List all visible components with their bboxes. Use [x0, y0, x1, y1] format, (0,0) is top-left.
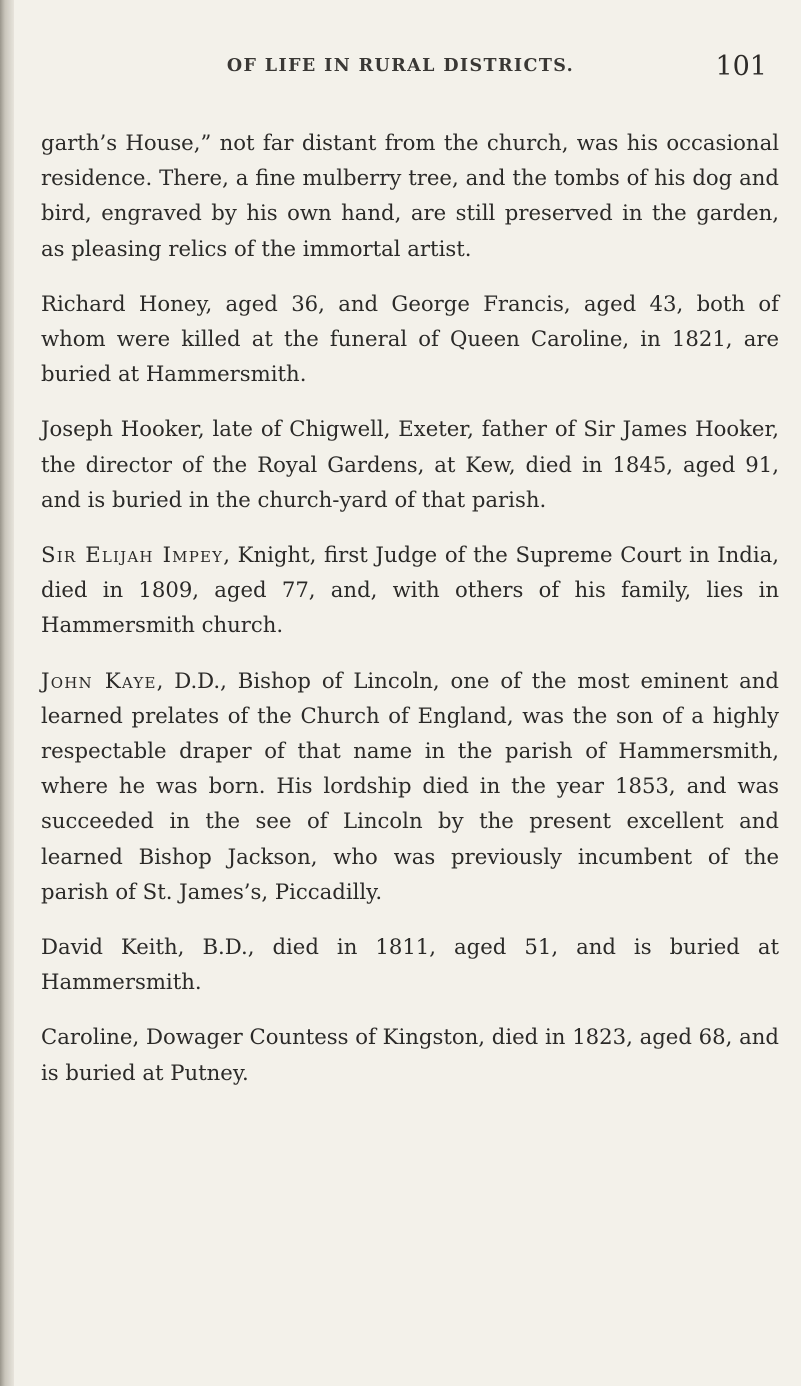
person-name: John Kaye	[41, 667, 157, 693]
page-number: 101	[715, 51, 767, 82]
page-header	[0, 51, 801, 90]
paragraph-body: , Knight, first Judge of the Supreme Court in India, died in 1809, aged 77, and, with others of his family, lies in Hammersmith church.	[41, 542, 779, 638]
paragraph-honey-francis: Richard Honey, aged 36, and George Francis, aged 43, both of whom were killed at the funeral of Queen Caroline, in 1821, are buried at Hammersmith.	[41, 290, 779, 387]
paragraph-body: , D.D., Bishop of Lincoln, one of the most eminent and learned prelates of the Church of England, was the son of a highly respectable draper of that name in the parish of Hammersmith, where he was born. His lordship died in the year 1853, and was succeeded in the see of Lincoln by the present excellent and learned Bishop Jackson, who was previously incumbent of the parish of St. James’s, Piccadilly.	[41, 667, 779, 904]
binding-gutter	[0, 0, 14, 1386]
body-text	[41, 125, 779, 1090]
paragraph-david-keith: David Keith, B.D., died in 1811, aged 51, and is buried at Hammersmith.	[41, 934, 779, 995]
paragraph-john-kaye	[41, 663, 779, 909]
paragraph-caroline-kingston: Caroline, Dowager Countess of Kingston, died in 1823, aged 68, and is buried at Putney.	[41, 1024, 779, 1085]
paragraph-elijah-impey	[41, 537, 779, 643]
paragraph-joseph-hooker: Joseph Hooker, late of Chigwell, Exeter, father of Sir James Hooker, the director of the Royal Gardens, at Kew, died in 1845, aged 91, and is buried in the church-yard of that parish.	[41, 416, 779, 512]
person-name: Sir Elijah Impey	[41, 542, 224, 568]
paragraph-hogarth-house: garth’s House,” not far distant from the church, was his occasional residence. There, a fine mulberry tree, and the tombs of his dog and bird, engraved by his own hand, are still preserved in the garden, as pleasing relics of the immortal artist.	[41, 130, 779, 261]
running-title: OF LIFE IN RURAL DISTRICTS.	[226, 56, 575, 76]
